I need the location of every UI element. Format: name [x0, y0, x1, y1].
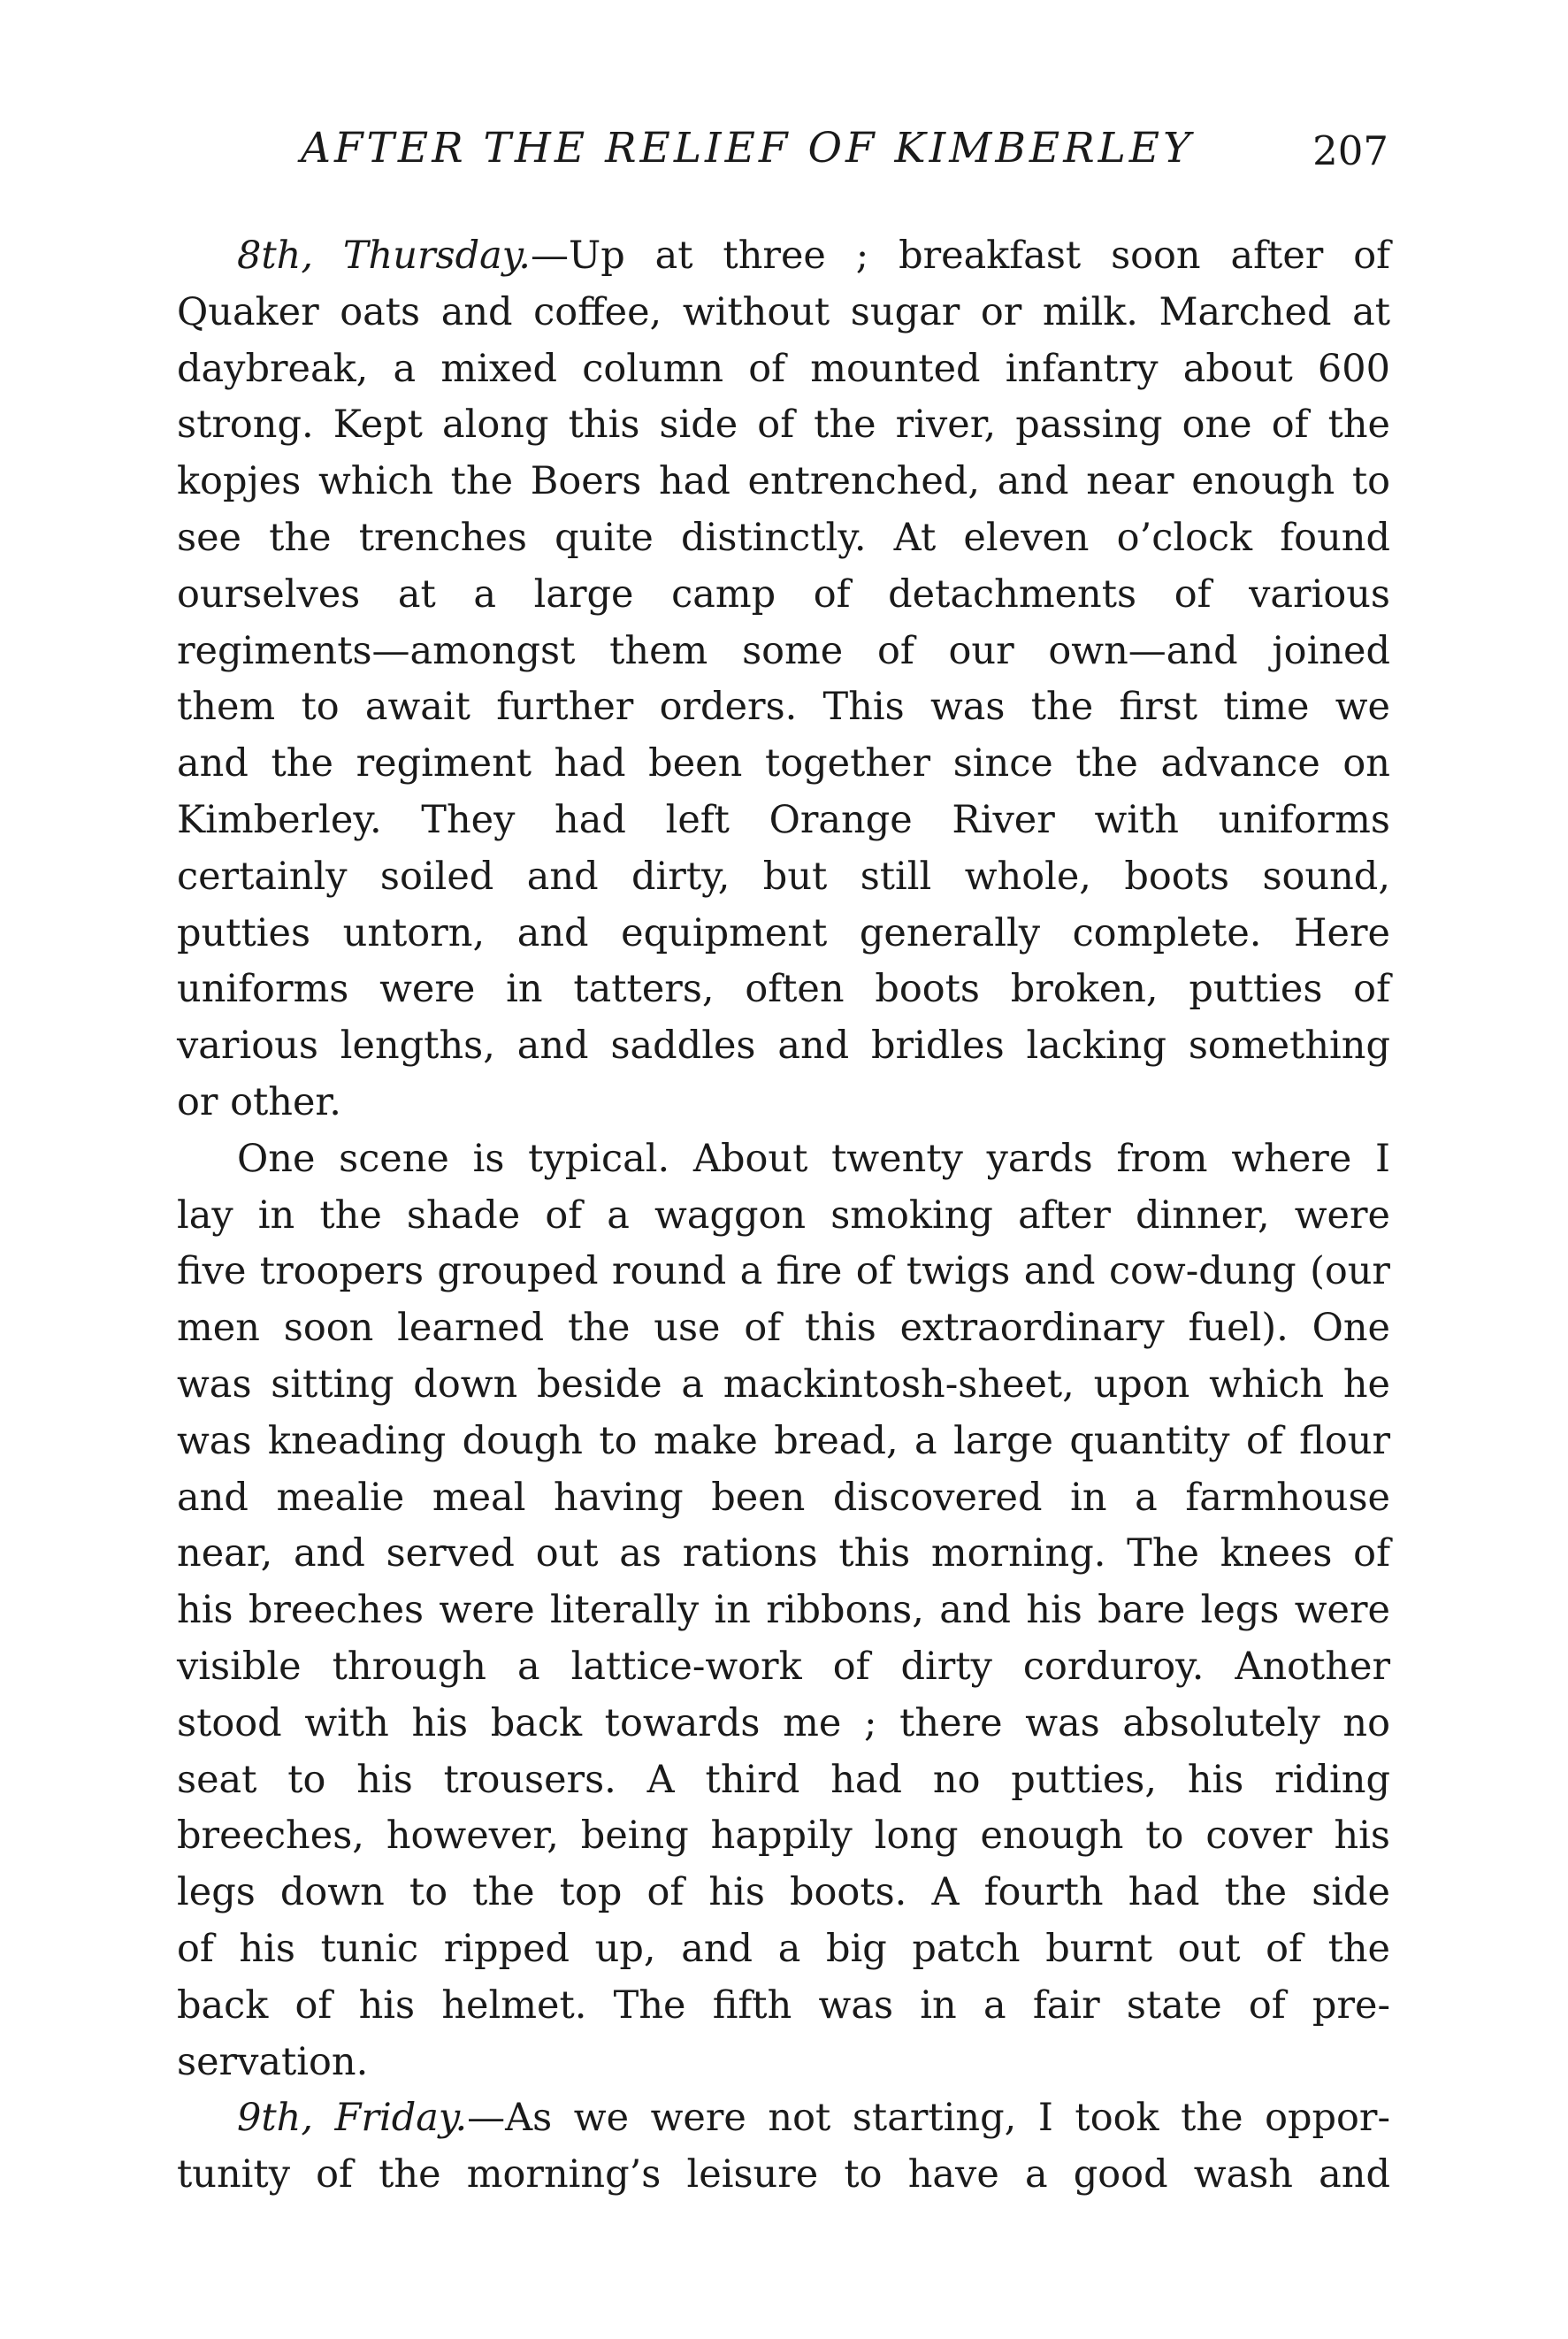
date-heading: 8th, Thursday.	[237, 234, 531, 278]
text-line: and the regiment had been together since the advance on	[177, 741, 1390, 786]
text-line: lay in the shade of a waggon smoking after dinner, were	[177, 1193, 1390, 1238]
paragraph-9th-friday	[177, 2090, 1390, 2204]
text-line: 9th, Friday.—As we were not starting, I took the oppor-	[237, 2096, 1390, 2141]
date-heading: 9th, Friday.	[237, 2096, 468, 2141]
text-line: back of his helmet. The fifth was in a fair state of pre-	[177, 1982, 1390, 2028]
text-line: near, and served out as rations this morning. The knees of	[177, 1531, 1390, 1576]
text-line: ourselves at a large camp of detachments of various	[177, 571, 1390, 617]
text-line: strong. Kept along this side of the river, passing one of the	[177, 403, 1390, 448]
text-line: or other.	[177, 1079, 341, 1124]
text-line: seat to his trousers. A third had no putties, his riding	[177, 1757, 1390, 1802]
text-line: was sitting down beside a mackintosh-sheet, upon which he	[177, 1361, 1390, 1407]
text-line: Kimberley. They had left Orange River with uniforms	[177, 797, 1390, 842]
text-line: kopjes which the Boers had entrenched, and near enough to	[177, 459, 1390, 504]
text-line: was kneading dough to make bread, a large quantity of flour	[177, 1418, 1390, 1463]
text-line: servation.	[177, 2039, 369, 2084]
text-line: them to await further orders. This was the first time we	[177, 685, 1390, 730]
paragraph-8th-thursday	[177, 228, 1390, 1131]
text-line: visible through a lattice-work of dirty corduroy. Another	[177, 1644, 1390, 1689]
text-line: of his tunic ripped up, and a big patch burnt out of the	[177, 1926, 1390, 1971]
text-line: Quaker oats and coffee, without sugar or milk. Marched at	[177, 289, 1390, 334]
page-number: 207	[1312, 127, 1388, 174]
text-line: five troopers grouped round a fire of twigs and cow-dung (our	[177, 1249, 1390, 1294]
paragraph-typical-scene	[177, 1131, 1390, 2091]
text-line: putties untorn, and equipment generally complete. Here	[177, 910, 1390, 955]
text-line: daybreak, a mixed column of mounted infantry about 600	[177, 346, 1390, 391]
text-line: One scene is typical. About twenty yards from where I	[237, 1136, 1390, 1181]
text-line: regiments—amongst them some of our own—and joined	[177, 628, 1390, 673]
text-line: various lengths, and saddles and bridles lacking something	[177, 1024, 1390, 1069]
text-line: see the trenches quite distinctly. At eleven o’clock found	[177, 515, 1390, 560]
body-text	[177, 228, 1390, 2204]
text-line: men soon learned the use of this extraordinary fuel). One	[177, 1306, 1390, 1351]
text-line: stood with his back towards me ; there was absolutely no	[177, 1700, 1390, 1745]
text-line: tunity of the morning’s leisure to have a good wash and	[177, 2152, 1390, 2197]
running-head	[301, 124, 1388, 186]
text-line: breeches, however, being happily long enough to cover his	[177, 1814, 1390, 1859]
text-line: certainly soiled and dirty, but still whole, boots sound,	[177, 854, 1390, 899]
text-line: his breeches were literally in ribbons, and his bare legs were	[177, 1588, 1390, 1633]
running-title: AFTER THE RELIEF OF KIMBERLEY	[301, 124, 1195, 173]
text-line: legs down to the top of his boots. A fourth had the side	[177, 1870, 1390, 1915]
text-line: uniforms were in tatters, often boots broken, putties of	[177, 967, 1390, 1012]
text-line: 8th, Thursday.—Up at three ; breakfast soon after of	[237, 234, 1390, 278]
text-line: and mealie meal having been discovered in a farmhouse	[177, 1475, 1390, 1520]
